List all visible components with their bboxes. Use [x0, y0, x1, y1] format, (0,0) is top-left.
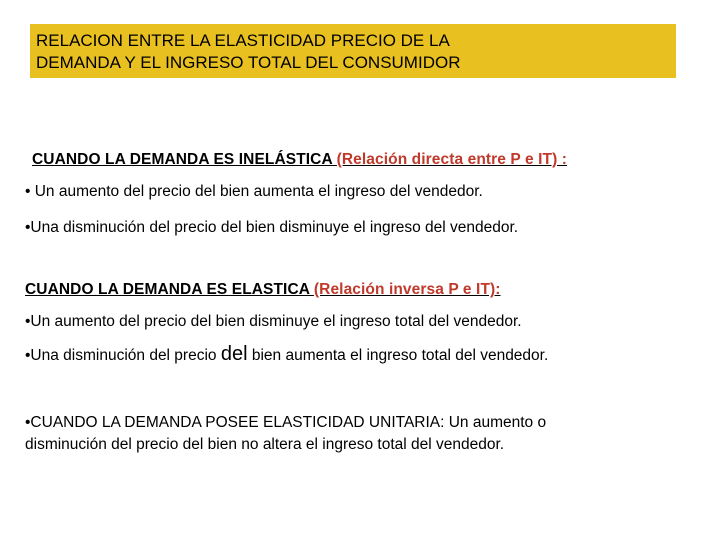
elastic-bullet-2	[25, 344, 548, 366]
title-line-2: DEMANDA Y EL INGRESO TOTAL DEL CONSUMIDOR	[36, 53, 461, 72]
title-banner	[30, 24, 676, 78]
inelastic-heading	[32, 150, 567, 170]
elastic-heading-label: CUANDO LA DEMANDA ES ELASTICA	[25, 281, 314, 298]
elastic-bullet-2-big: del	[220, 343, 248, 365]
elastic-bullet-1: •Un aumento del precio del bien disminuye el ingreso total del vendedor.	[25, 313, 522, 330]
elastic-bullet-2-start: •Una disminución del precio	[25, 347, 221, 364]
inelastic-bullet-1: • Un aumento del precio del bien aumenta el ingreso del vendedor.	[25, 183, 483, 200]
elastic-bullet-2-end: bien aumenta el ingreso total del vendedor.	[247, 347, 549, 364]
inelastic-bullet-2: •Una disminución del precio del bien disminuye el ingreso del vendedor.	[25, 219, 519, 236]
inelastic-relation: (Relación directa entre P e IT) :	[336, 151, 568, 168]
unitary-line-2: disminución del precio del bien no altera el ingreso total del vendedor.	[25, 436, 505, 453]
elastic-heading	[25, 280, 501, 300]
elastic-relation: (Relación inversa P e IT):	[313, 281, 501, 298]
inelastic-heading-label: CUANDO LA DEMANDA ES INELÁSTICA	[32, 151, 337, 168]
unitary-line-1: •CUANDO LA DEMANDA POSEE ELASTICIDAD UNITARIA: Un aumento o	[25, 414, 547, 431]
title-line-1: RELACION ENTRE LA ELASTICIDAD PRECIO DE LA	[36, 31, 450, 50]
